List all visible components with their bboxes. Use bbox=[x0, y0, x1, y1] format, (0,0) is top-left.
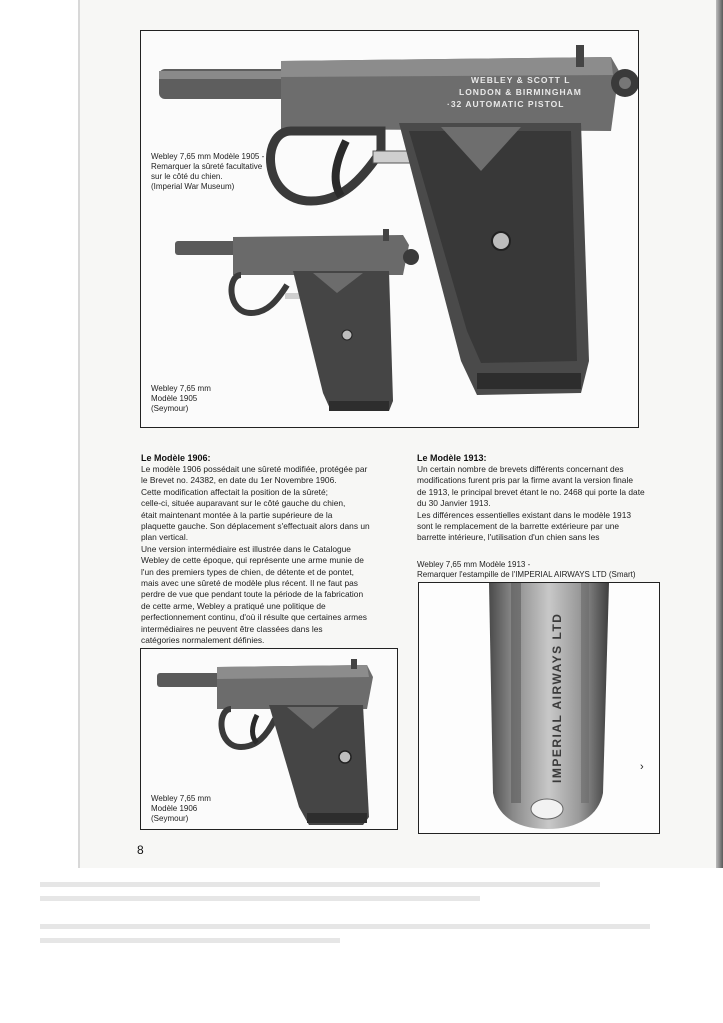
photo-frame-1905 bbox=[140, 30, 639, 428]
text-line: Un certain nombre de brevets différents concernant des bbox=[417, 464, 624, 474]
text-line: perfectionnement continu, d'où il résulte que certaines armes bbox=[141, 612, 367, 623]
text-line: Les différences essentielles existant dans le modèle 1913 bbox=[417, 509, 632, 520]
text-line: celle-ci, située auparavant sur le côté gauche du chien, bbox=[141, 498, 346, 509]
text-line: plan vertical. bbox=[141, 532, 189, 543]
caption-1905-large bbox=[151, 152, 281, 192]
text-line: le Brevet no. 24382, en date du 1er Novembre 1906. bbox=[141, 475, 337, 486]
text-line: intermédiaires ne peuvent être classées dans les bbox=[141, 623, 323, 634]
caption-1906 bbox=[151, 794, 251, 824]
caption-line: Remarquer l'estampille de l'IMPERIAL AIRWAYS LTD (Smart) bbox=[417, 570, 636, 579]
slide-1913-illustration bbox=[419, 583, 659, 833]
grip-screw bbox=[492, 232, 510, 250]
text-line: catégories normalement définies. bbox=[141, 635, 265, 646]
text-line: modifications furent pris par la firme avant la version finale bbox=[417, 475, 633, 486]
paragraph-modele-1913 bbox=[417, 464, 657, 544]
engraving-line-2: LONDON & BIRMINGHAM bbox=[459, 87, 582, 97]
caption-line: (Seymour) bbox=[151, 814, 189, 823]
pistol-1905-large-illustration bbox=[141, 31, 638, 427]
text-line: du 30 Janvier 1913. bbox=[417, 498, 491, 509]
caption-line: Webley 7,65 mm Modèle 1913 - bbox=[417, 560, 531, 569]
text-line: était maintenant montée à la partie supérieure de la bbox=[141, 509, 333, 520]
engraving-line-1: WEBLEY & SCOTT L bbox=[471, 75, 571, 85]
caption-line: Remarquer la sûreté facultative bbox=[151, 162, 263, 171]
caption-line: Modèle 1905 bbox=[151, 394, 198, 403]
caption-line: (Seymour) bbox=[151, 404, 189, 413]
heading-modele-1906: Le Modèle 1906: bbox=[141, 453, 211, 463]
page-number: 8 bbox=[137, 843, 144, 857]
text-line: Cette modification affectait la position de la sûreté; bbox=[141, 486, 328, 497]
bleed-through-area bbox=[0, 868, 723, 1023]
trigger-guard bbox=[271, 131, 381, 201]
engraving-line-3: ·32 AUTOMATIC PISTOL bbox=[447, 99, 565, 109]
text-line: sont le remplacement de la barrette extérieure par une bbox=[417, 521, 620, 532]
paragraph-modele-1906 bbox=[141, 464, 403, 647]
caption-line: Webley 7,65 mm Modèle 1905 - bbox=[151, 152, 265, 161]
text-line: Une version intermédiaire est illustrée dans le Catalogue bbox=[141, 543, 351, 554]
caption-line: Webley 7,65 mm bbox=[151, 384, 211, 393]
text-line: mais avec une sûreté de modèle plus récent. Il ne faut pas bbox=[141, 578, 358, 589]
caption-line: (Imperial War Museum) bbox=[151, 182, 235, 191]
caption-line: Modèle 1906 bbox=[151, 804, 198, 813]
text-line: l'un des premiers types de chien, de détente et de pontet, bbox=[141, 566, 354, 577]
caption-line: Webley 7,65 mm bbox=[151, 794, 211, 803]
heading-modele-1913: Le Modèle 1913: bbox=[417, 453, 487, 463]
text-line: Webley de cette époque, qui représente une arme munie de bbox=[141, 555, 364, 566]
text-line: barrette intérieure, l'utilisation d'un chien sans les bbox=[417, 532, 600, 543]
slide-body bbox=[489, 583, 609, 829]
margin-mark: › bbox=[640, 761, 644, 773]
text-line: Le modèle 1906 possédait une sûreté modifiée, protégée par bbox=[141, 464, 368, 474]
caption-1905-small bbox=[151, 384, 251, 414]
caption-1913 bbox=[417, 560, 677, 580]
text-line: de 1913, le principal brevet étant le no. 2468 qui porte la date bbox=[417, 486, 645, 497]
text-line: perdre de vue que pendant toute la période de la fabrication bbox=[141, 589, 364, 600]
photo-frame-1913 bbox=[418, 582, 660, 834]
imperial-airways-stamp: IMPERIAL AIRWAYS LTD bbox=[550, 612, 564, 783]
text-line: plaquette gauche. Son déplacement s'effectuait alors dans un bbox=[141, 521, 370, 532]
caption-line: sur le côté du chien. bbox=[151, 172, 223, 181]
text-line: de cette arme, Webley a pratiqué une politique de bbox=[141, 600, 326, 611]
